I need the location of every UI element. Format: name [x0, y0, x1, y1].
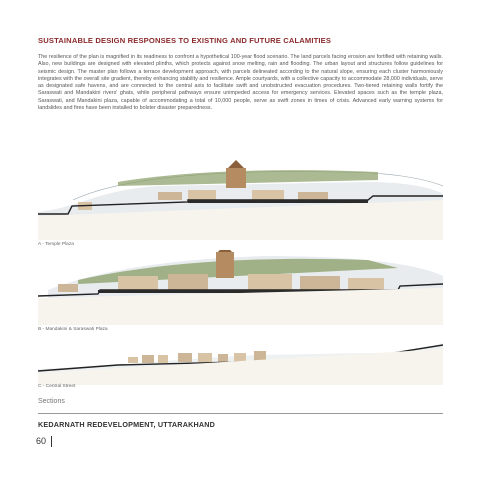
section-a-drawing — [38, 160, 443, 240]
page-number-divider — [51, 436, 52, 447]
figure-caption: A - Temple Plaza — [38, 242, 74, 247]
body-paragraph: The resilience of the plan is magnified in its readiness to confront a hypothetical 100-year flood scenario. The land parcels facing erosion are fortified with retaining walls. Also, new buildings are designed with elevated plinths, which protects against snow melting, rain and flooding. The urban layout and structures follow guidelines for seismic design. The master plan follows a terrace development approach, with parcels delineated according to the natural slope, ensuring each cluster harmoniously integrates with the overall site gradient, thereby enhancing stability and resilience. Ample courtyards, with a collective capacity to accommodate 28,000 individuals, serve as designated safe havens, and are connected to the central axis to facilitate swift and unobstructed evacuation procedures. Two-tiered retaining walls fortify the Saraswati and Mandakini rivers' ghats, while peripheral pathways ensure unimpeded access for emergency services. Elevated spaces such as the temple plaza, Saraswati, and Mandakini plaza, capable of accommodating a total of 10,000 people, serve as swift zones in times of crisis. Advanced early warning systems for landslides and fires have been installed to bolster disaster preparedness. — [38, 54, 443, 112]
section-b-drawing — [38, 250, 443, 325]
project-title: KEDARNATH REDEVELOPMENT, UTTARAKHAND — [38, 420, 216, 429]
figure-caption: B - Mandakini & Saraswati Plaza — [38, 327, 108, 332]
footer-rule — [38, 413, 443, 414]
section-c-drawing — [38, 335, 443, 385]
page-number: 60 — [36, 436, 47, 446]
figure-caption: C - Central Street — [38, 384, 76, 389]
figure-group-label: Sections — [38, 398, 65, 405]
section-heading: SUSTAINABLE DESIGN RESPONSES TO EXISTING AND FUTURE CALAMITIES — [38, 36, 332, 45]
